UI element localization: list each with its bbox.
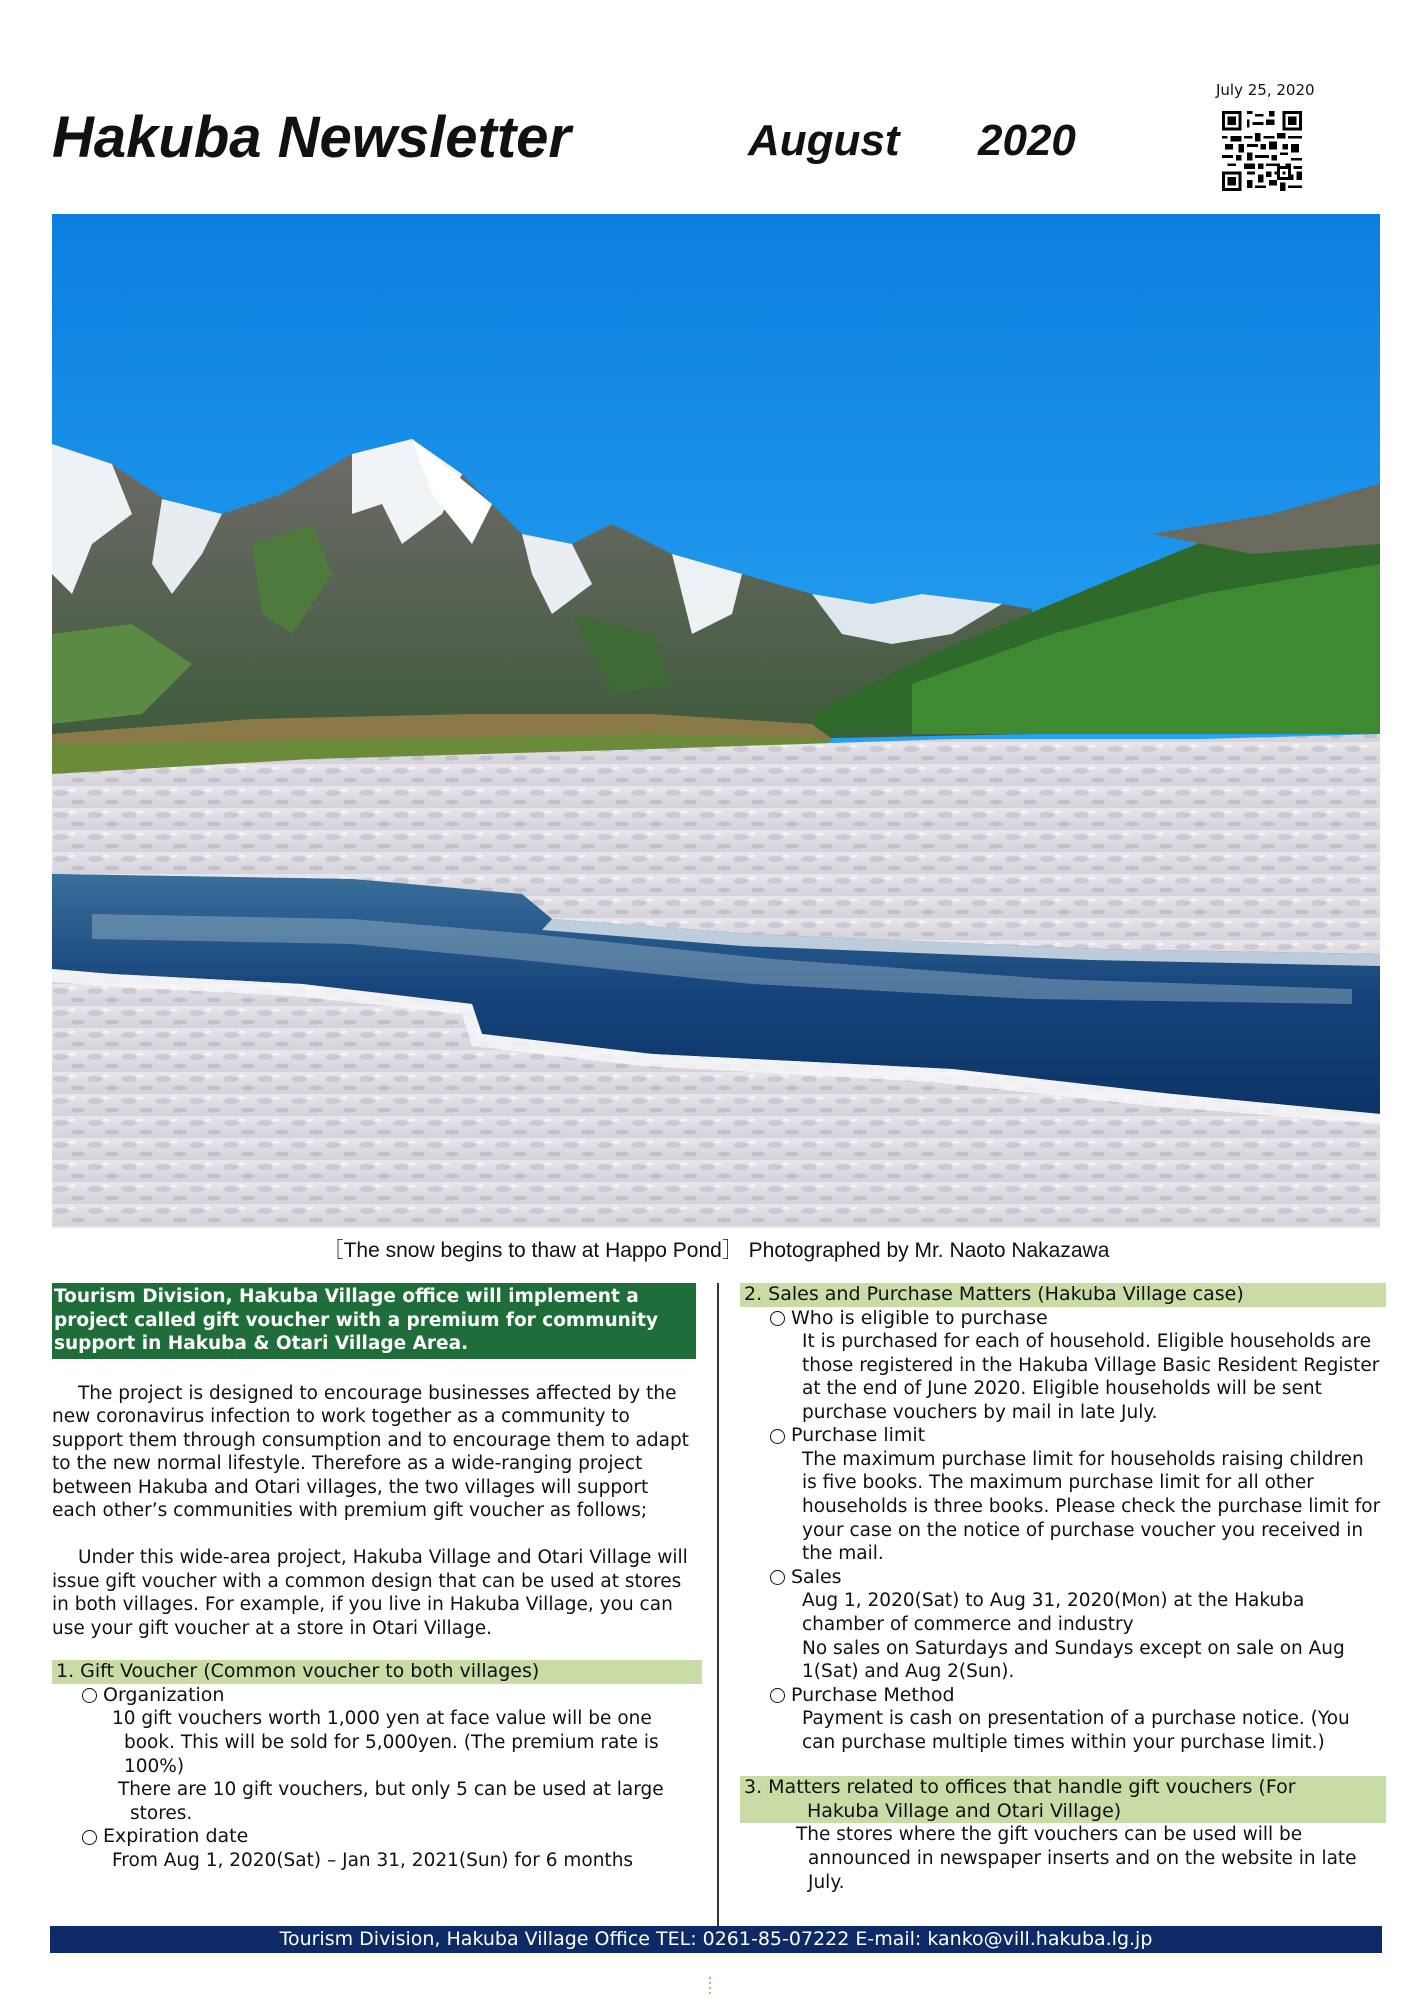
- intro-paragraph: The project is designed to encourage businesses affected by the new coronavirus infection to work together as a community to support them through consumption and to encourage them to adapt to the new normal lifestyle. Therefore as a wide-ranging project between Hakuba and Otari villages, the two villages will support each other’s communities with premium gift voucher as follows;: [52, 1382, 689, 1522]
- expiration-details: From Aug 1, 2020(Sat) – Jan 31, 2021(Sun) for 6 months: [112, 1849, 634, 1871]
- item-sales: [740, 1566, 1386, 1590]
- issue-month: August: [748, 116, 900, 165]
- section3-heading-line1: 3. Matters related to offices that handle gift vouchers (For: [744, 1776, 1296, 1799]
- sales-period: Aug 1, 2020(Sat) to Aug 31, 2020(Mon) at the Hakuba chamber of commerce and industry: [802, 1590, 1305, 1635]
- item-title-purchase-limit: Purchase limit: [791, 1424, 926, 1447]
- item-purchase-method: [740, 1684, 1386, 1708]
- offices-details: The stores where the gift vouchers can be used will be announced in newspaper inserts and on the website in late July.: [796, 1824, 1357, 1893]
- organization-large-store-note: There are 10 gift vouchers, but only 5 can be used at large stores.: [118, 1779, 664, 1824]
- happo-pond-photo: [52, 214, 1380, 1228]
- qr-code-icon: [1222, 111, 1302, 191]
- left-column: [52, 1283, 694, 1873]
- photo-caption: ［The snow begins to thaw at Happo Pond］ Photographed by Mr. Naoto Nakazawa: [322, 1239, 1110, 1262]
- item-organization: [52, 1684, 694, 1708]
- column-divider: [717, 1283, 719, 1926]
- section-heading-offices: [740, 1776, 1386, 1823]
- item-purchase-limit: [740, 1424, 1386, 1448]
- item-title-purchase-method: Purchase Method: [791, 1683, 955, 1706]
- item-title-organization: Organization: [103, 1683, 225, 1706]
- circle-bullet-icon: [82, 1688, 97, 1703]
- publish-date: July 25, 2020: [1216, 81, 1315, 99]
- newsletter-title: Hakuba Newsletter: [52, 105, 571, 170]
- wide-area-paragraph: Under this wide-area project, Hakuba Village and Otari Village will issue gift voucher with a common design that can be used at stores in both villages. For example, if you live in Hakuba Village, you can use your gift voucher at a store in Otari Village.: [52, 1547, 688, 1639]
- page-dots-icon: [708, 1976, 712, 1998]
- item-expiration: [52, 1825, 694, 1849]
- footer-contact-bar: Tourism Division, Hakuba Village Office TEL: 0261-85-07222 E-mail: kanko@vill.hakuba.lg.jp: [50, 1926, 1382, 1953]
- organization-details: 10 gift vouchers worth 1,000 yen at face value will be one book. This will be sold for 5,000yen. (The premium rate is 100%): [112, 1708, 659, 1777]
- circle-bullet-icon: [770, 1570, 785, 1585]
- circle-bullet-icon: [82, 1830, 97, 1845]
- eligibility-details: It is purchased for each of household. Eligible households are those registered in the Hakuba Village Basic Resident Register at the end of June 2020. Eligible households will be sent purchase vouchers by mail in late July.: [802, 1331, 1380, 1423]
- section-heading-gift-voucher: 1. Gift Voucher (Common voucher to both villages): [52, 1660, 702, 1684]
- issue-year: 2020: [978, 116, 1076, 165]
- circle-bullet-icon: [770, 1311, 785, 1326]
- item-title-expiration: Expiration date: [103, 1825, 249, 1848]
- sales-weekend-note: No sales on Saturdays and Sundays except on sale on Aug 1(Sat) and Aug 2(Sun).: [802, 1637, 1345, 1683]
- circle-bullet-icon: [770, 1688, 785, 1703]
- right-column: [740, 1283, 1386, 1894]
- item-title-eligibility: Who is eligible to purchase: [791, 1306, 1048, 1329]
- purchase-method-details: Payment is cash on presentation of a purchase notice. (You can purchase multiple times within your purchase limit.): [802, 1708, 1350, 1753]
- circle-bullet-icon: [770, 1429, 785, 1444]
- item-eligibility: [740, 1307, 1386, 1331]
- purchase-limit-details: The maximum purchase limit for households raising children is five books. The maximum purchase limit for all other households is three books. Please check the purchase limit for your case on the notice of purchase voucher you received in the mail.: [802, 1448, 1381, 1565]
- section3-heading-line2: Hakuba Village and Otari Village): [807, 1799, 1122, 1822]
- lead-headline: Tourism Division, Hakuba Village office will implement a project called gift voucher with a premium for community support in Hakuba & Otari Village Area.: [52, 1283, 696, 1359]
- item-title-sales: Sales: [791, 1565, 842, 1588]
- section-heading-sales-purchase: 2. Sales and Purchase Matters (Hakuba Village case): [740, 1283, 1386, 1307]
